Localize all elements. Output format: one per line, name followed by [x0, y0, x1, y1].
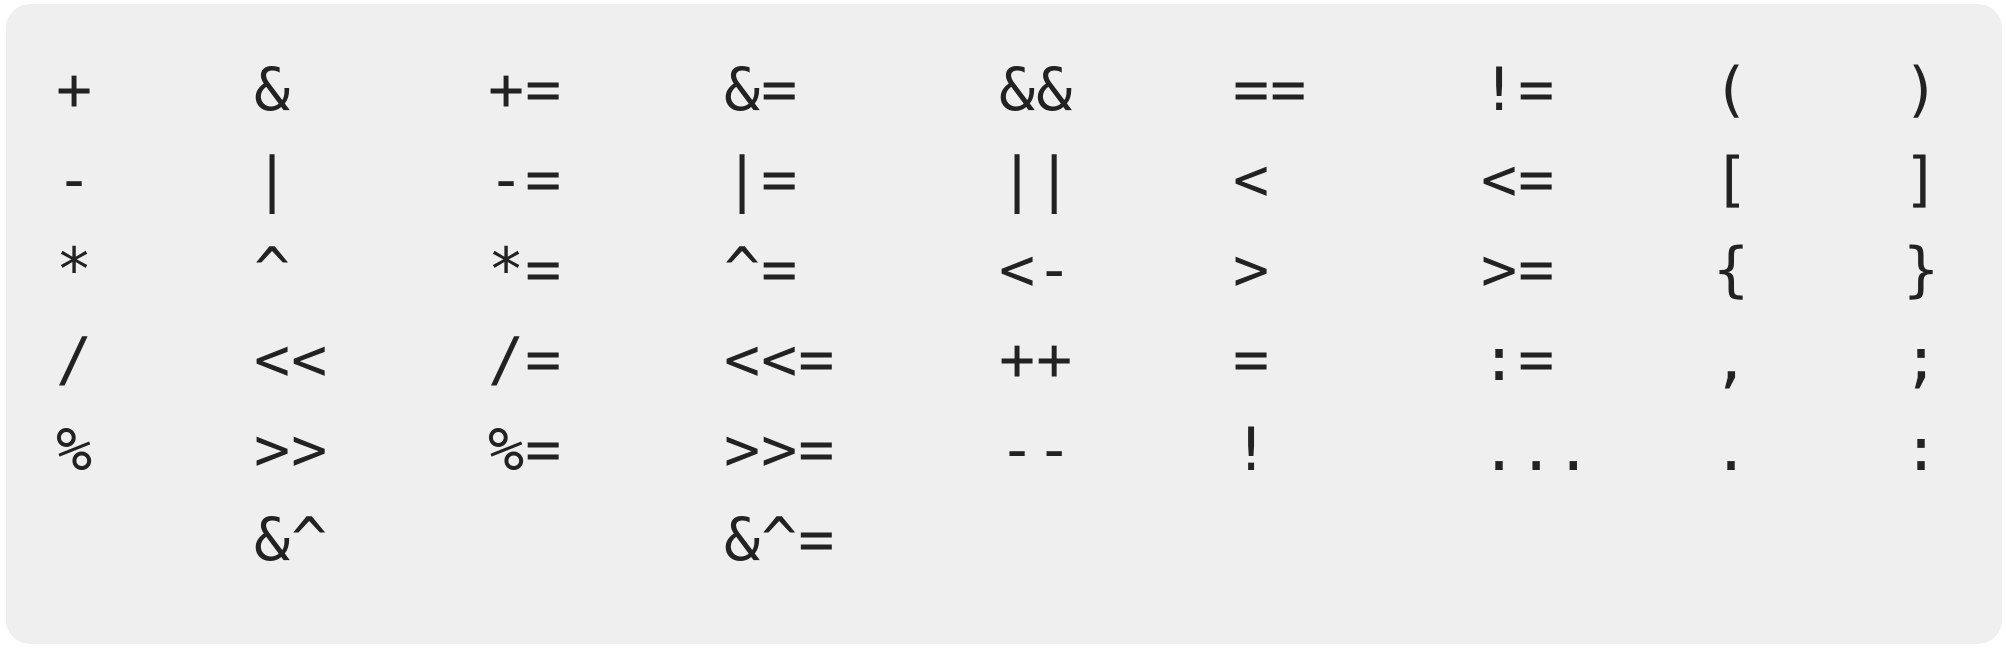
operator-cell: >>=: [724, 415, 836, 485]
operator-cell: <<=: [724, 325, 836, 395]
operator-cell: +=: [488, 55, 563, 125]
operator-cell: ...: [1481, 415, 1593, 485]
operator-cell: ]: [1903, 145, 1941, 215]
operator-cell: <: [1233, 145, 1271, 215]
operator-cell: <-: [999, 235, 1074, 305]
operator-cell: /: [56, 325, 94, 395]
operator-cell: %=: [488, 415, 563, 485]
operator-cell: ;: [1903, 325, 1941, 395]
operator-cell: =: [1233, 325, 1271, 395]
operator-cell: +: [56, 55, 94, 125]
operator-cell: -: [56, 145, 94, 215]
operator-cell: &=: [724, 55, 799, 125]
operator-cell: [56, 506, 254, 596]
operator-cell: /=: [488, 325, 563, 395]
operator-cell: ++: [999, 325, 1074, 395]
operator-grid: [56, 56, 2002, 596]
operator-cell: .: [1713, 415, 1751, 485]
operator-cell: *=: [488, 235, 563, 305]
operator-cell: :: [1903, 415, 1941, 485]
operator-cell: ): [1903, 55, 1941, 125]
operator-cell: [999, 506, 1233, 596]
operator-cell: <<: [254, 325, 329, 395]
operator-cell: ^: [254, 235, 292, 305]
operator-cell: }: [1903, 235, 1941, 305]
operator-cell: -=: [488, 145, 563, 215]
operator-cell: [1713, 506, 1903, 596]
operator-cell: ^=: [724, 235, 799, 305]
operator-cell: [1233, 506, 1481, 596]
operator-cell: ||: [999, 145, 1074, 215]
operator-cell: (: [1713, 55, 1751, 125]
operator-cell: !=: [1481, 55, 1556, 125]
operator-cell: [488, 506, 724, 596]
operator-cell: >=: [1481, 235, 1556, 305]
operator-cell: [1903, 506, 1963, 596]
operator-cell: ==: [1233, 55, 1308, 125]
operator-cell: &&: [999, 55, 1074, 125]
operator-cell: {: [1713, 235, 1751, 305]
operator-cell: >: [1233, 235, 1271, 305]
operator-cell: &: [254, 55, 292, 125]
operator-cell: |: [254, 145, 292, 215]
operator-cell: :=: [1481, 325, 1556, 395]
operator-cell: --: [999, 415, 1074, 485]
operator-cell: <=: [1481, 145, 1556, 215]
operator-cell: %: [56, 415, 94, 485]
operator-cell: >>: [254, 415, 329, 485]
operator-cell: ,: [1713, 325, 1751, 395]
operator-cell: *: [56, 235, 94, 305]
operators-panel: [6, 4, 2002, 644]
operator-cell: &^: [254, 505, 329, 575]
operator-cell: !: [1233, 415, 1271, 485]
operator-cell: &^=: [724, 505, 836, 575]
operator-cell: |=: [724, 145, 799, 215]
operator-cell: [: [1713, 145, 1751, 215]
operator-cell: [1481, 506, 1713, 596]
